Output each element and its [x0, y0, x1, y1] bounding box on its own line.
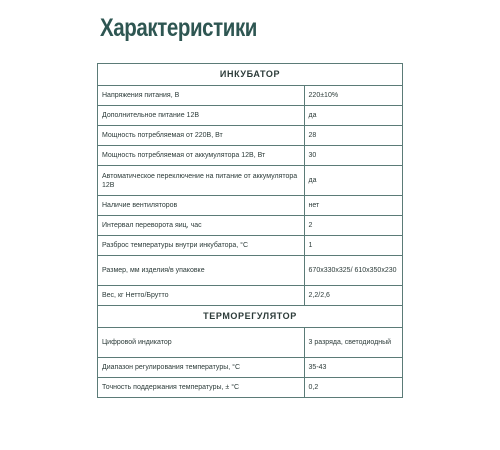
row-label: Мощность потребляемая от 220В, Вт — [98, 126, 305, 146]
table-row — [98, 236, 403, 256]
table-row — [98, 286, 403, 306]
section-header-thermoregulator — [98, 306, 403, 328]
row-label: Наличие вентиляторов — [98, 196, 305, 216]
row-value: 2,2/2,6 — [304, 286, 402, 306]
table-row — [98, 216, 403, 236]
row-value: 30 — [304, 146, 402, 166]
table-row — [98, 146, 403, 166]
page-title: Характеристики — [100, 14, 257, 42]
table-row — [98, 166, 403, 196]
row-label: Интервал переворота яиц, час — [98, 216, 305, 236]
row-value: да — [304, 106, 402, 126]
row-value: 35-43 — [304, 358, 402, 378]
row-value: 3 разряда, светодиодный — [304, 328, 402, 358]
row-label: Размер, мм изделия/в упаковке — [98, 256, 305, 286]
section-heading: ИНКУБАТОР — [98, 64, 403, 86]
section-heading: ТЕРМОРЕГУЛЯТОР — [98, 306, 403, 328]
row-label: Дополнительное питание 12В — [98, 106, 305, 126]
row-label: Автоматическое переключение на питание от аккумулятора 12В — [98, 166, 305, 196]
table-row — [98, 106, 403, 126]
row-value: 28 — [304, 126, 402, 146]
row-value: 2 — [304, 216, 402, 236]
row-label: Точность поддержания температуры, ± °С — [98, 378, 305, 398]
row-value: 1 — [304, 236, 402, 256]
row-value: нет — [304, 196, 402, 216]
section-header-incubator — [98, 64, 403, 86]
row-label: Напряжения питания, В — [98, 86, 305, 106]
table-row — [98, 256, 403, 286]
row-label: Вес, кг Нетто/Брутто — [98, 286, 305, 306]
table-row — [98, 378, 403, 398]
table-row — [98, 126, 403, 146]
row-label: Цифровой индикатор — [98, 328, 305, 358]
specs-table — [97, 63, 403, 398]
table-row — [98, 86, 403, 106]
table-row — [98, 358, 403, 378]
table-row — [98, 196, 403, 216]
row-value: 670x330x325/ 610x350x230 — [304, 256, 402, 286]
row-value: 0,2 — [304, 378, 402, 398]
row-label: Разброс температуры внутри инкубатора, °С — [98, 236, 305, 256]
table-row — [98, 328, 403, 358]
row-value: да — [304, 166, 402, 196]
row-label: Диапазон регулирования температуры, °С — [98, 358, 305, 378]
row-label: Мощность потребляемая от аккумулятора 12В, Вт — [98, 146, 305, 166]
row-value: 220±10% — [304, 86, 402, 106]
